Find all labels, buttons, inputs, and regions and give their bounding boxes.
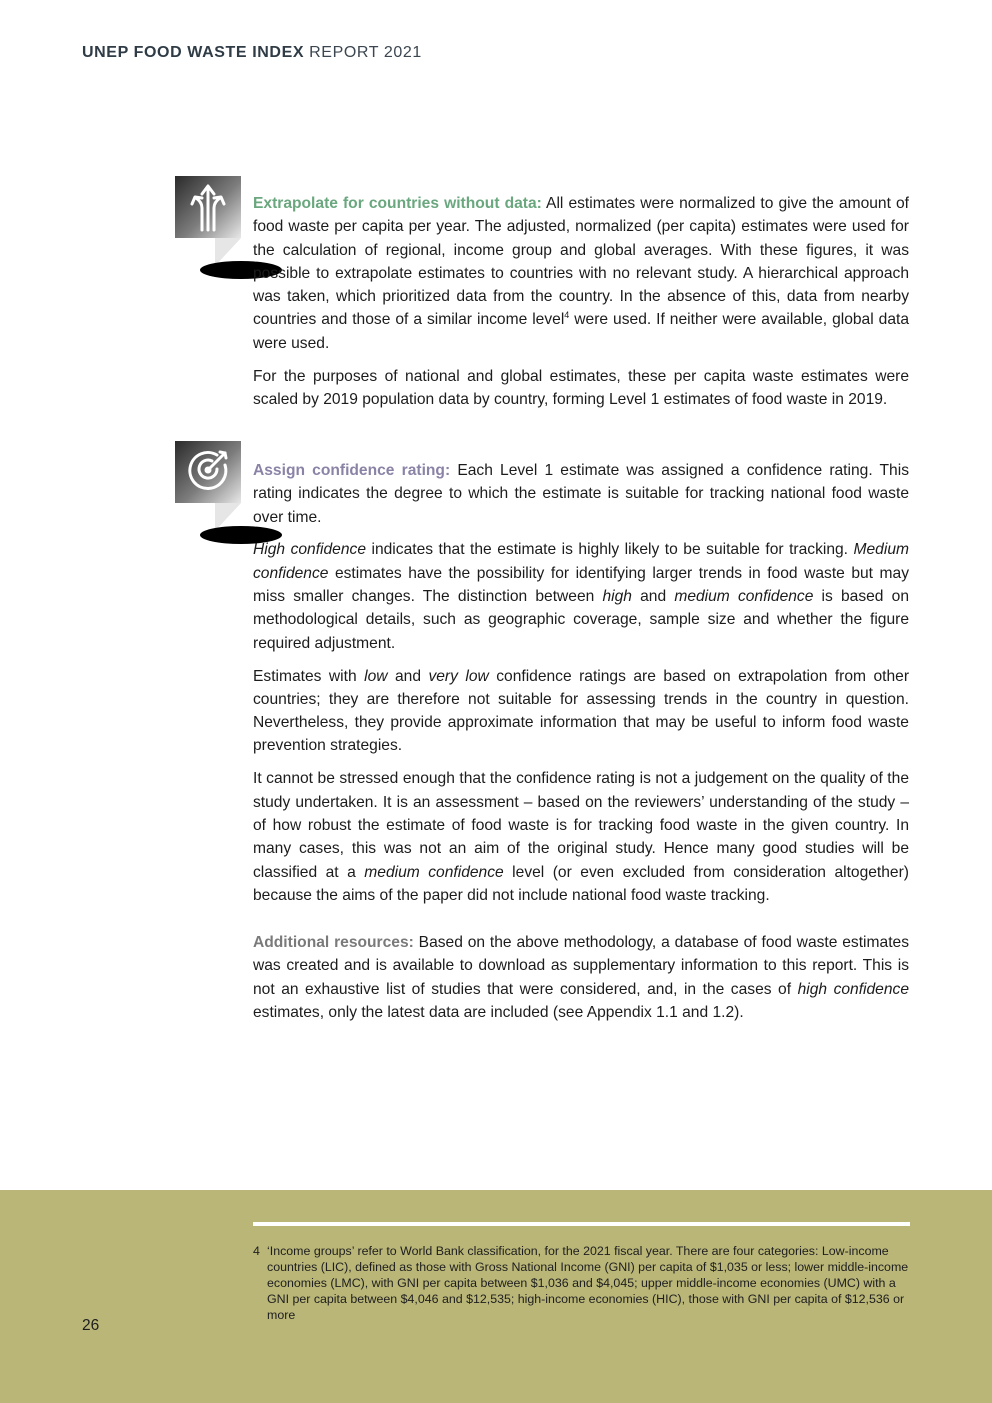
footnote <box>253 1243 909 1323</box>
paragraph: Estimates with low and very low confidence ratings are based on extrapolation from other countries; they are therefore not suitable for assessing trends in the country in question. Nevertheless, they provide approximate information that may be useful to inform food waste prevention strategies. <box>253 667 910 755</box>
section-confidence <box>253 459 909 917</box>
section-extrapolate <box>253 192 909 421</box>
paragraph: Additional resources: Based on the above methodology, a database of food waste estimates was created and is available to download as supplementary information to this report. This is not an exhaustive list of studies that were considered, and, in the cases of high confidence estimates, only the latest data are included (see Appendix 1.1 and 1.2). <box>253 934 909 1021</box>
section-lead: Extrapolate for countries without data: <box>253 195 542 212</box>
footnote-divider <box>253 1222 910 1226</box>
page-number: 26 <box>82 1317 100 1334</box>
report-subtitle: REPORT 2021 <box>309 44 422 61</box>
paragraph: High confidence indicates that the estimate is highly likely to be suitable for tracking. Medium confidence estimates have the possibility for identifying larger trends in food waste but may miss smaller changes. The distinction between high and medium confidence is based on methodological details, such as geographic coverage, sample size and whether the figure required adjustment. <box>253 541 909 652</box>
footnote-number: 4 <box>253 1244 260 1258</box>
section-lead: Additional resources: <box>253 934 414 951</box>
section-additional-resources <box>253 931 909 1034</box>
paragraph: Assign confidence rating: Each Level 1 estimate was assigned a confidence rating. This rating indicates the degree to which the estimate is suitable for tracking national food waste over time. <box>253 462 909 526</box>
report-title: UNEP FOOD WASTE INDEX <box>82 44 305 61</box>
paragraph: Extrapolate for countries without data: All estimates were normalized to give the amount of food waste per capita per year. The adjusted, normalized (per capita) estimates were used for the calculation of regional, income group and global averages. With these figures, it was possible to extrapolate estimates to countries with no relevant study. A hierarchical approach was taken, which prioritized data from the country. In the absence of this, data from nearby countries and those of a similar income level$^4$ were used. If neither were available, global data were used. <box>253 195 910 352</box>
paragraph: It cannot be stressed enough that the confidence rating is not a judgement on the quality of the study undertaken. It is an assessment – based on the reviewers’ understanding of the study – of how robust the estimate of food waste is for tracking food waste in the given country. In many cases, this was not an aim of the original study. Hence many good studies will be classified at a medium confidence level (or even excluded from consideration altogether) because the aims of the paper did not include national food waste tracking. <box>253 770 909 904</box>
report-header <box>82 44 422 62</box>
section-lead: Assign confidence rating: <box>253 462 451 479</box>
paragraph: For the purposes of national and global estimates, these per capita waste estimates were scaled by 2019 population data by country, forming Level 1 estimates of food waste in 2019. <box>253 367 909 408</box>
footnote-reference[interactable]: 4 <box>564 310 570 321</box>
footnote-text: ‘Income groups’ refer to World Bank classification, for the 2021 fiscal year. There are four categories: Low-income countries (LIC), defined as those with Gross National Income (GNI) per capita of $1,035 or less; lower middle-income economies (LMC), with GNI per capita between $1,036 and $4,045; upper middle-income economies (UMC) with a GNI per capita between $4,046 and $12,535; high-income economies (HIC), those with GNI per capita of $12,536 or more <box>267 1244 909 1322</box>
